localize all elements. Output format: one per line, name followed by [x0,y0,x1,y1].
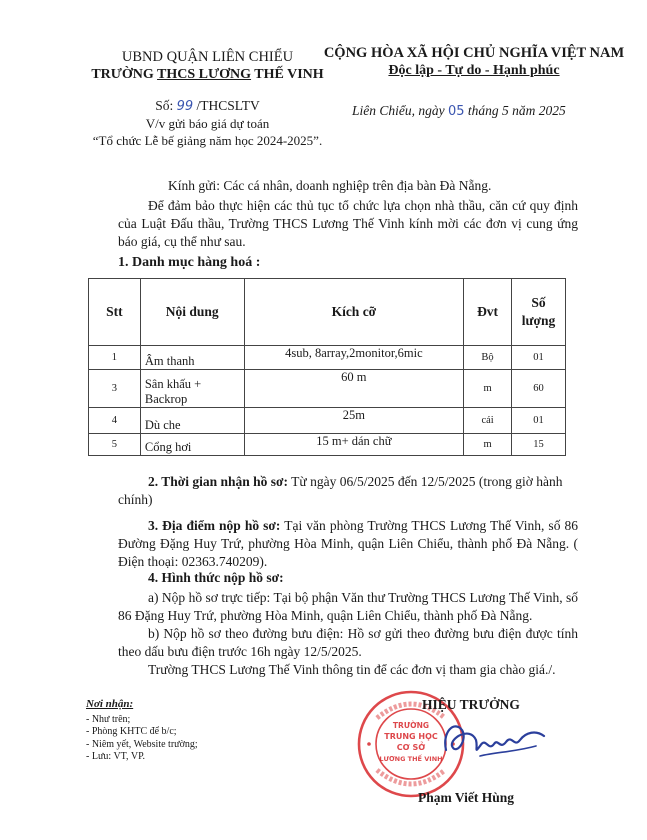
th-qty: Số lượng [512,279,566,346]
section4-item-b: b) Nộp hồ sơ theo đường bưu điện: Hồ sơ gửi theo đường bưu điện được tính theo dấu bưu điện trước 16h ngày 12/5/2025. [118,626,578,659]
section3-text: Tại văn phòng Trường THCS Lương Thế Vinh, số 86 Đường Đặng Huy Trứ, phường Hòa Minh, quận Liên Chiểu, thành phố Đà Nẵng. ( Điện thoại: 02363.740209). [118,518,578,569]
cell-qty: 01 [512,408,566,434]
th-unit: Đvt [464,279,512,346]
date-prefix: Liên Chiểu, ngày [352,103,448,118]
section3-paragraph [118,517,578,571]
table-row [89,408,566,434]
cell-unit: Bộ [464,346,512,370]
cell-stt: 1 [89,346,141,370]
svg-text:TRƯỜNG: TRƯỜNG [392,721,430,730]
intro-paragraph: Để đảm bảo thực hiện các thủ tục tổ chức lựa chọn nhà thầu, căn cứ quy định của Luật Đấu thầu, Trường THCS Lương Thế Vinh kính mời các đơn vị cung ứng báo giá, cụ thể như sau. [118,198,578,249]
signature-title: HIỆU TRƯỞNG [422,697,520,712]
nation-block [318,44,630,80]
table-row [89,434,566,456]
section2-text: Từ ngày 06/5/2025 đến 12/5/2025 (trong giờ hành chính) [118,474,563,507]
section4-title [118,569,578,587]
date-day-handwritten: 05 [448,104,465,119]
th-content: Nội dung [140,279,244,346]
section4-item-a: a) Nộp hồ sơ trực tiếp: Tại bộ phận Văn thư Trường THCS Lương Thế Vinh, số 86 Đặng Huy Trứ, phường Hòa Minh, quận Liên Chiểu, thành phố Đà Nẵng. [118,590,578,623]
salutation: Kính gửi: Các cá nhân, doanh nghiệp trên địa bàn Đà Nẵng. [168,178,492,193]
cell-size: 4sub, 8array,2monitor,6mic [244,346,464,370]
signer-name: Phạm Viết Hùng [418,790,515,805]
cell-qty: 15 [512,434,566,456]
goods-table [88,278,566,456]
cell-unit: m [464,370,512,408]
cell-size: 60 m [244,370,464,408]
cell-content: Sân khấu + Backrop [140,370,244,408]
doc-number-block [70,97,345,149]
th-size: Kích cỡ [244,279,464,346]
nation-title: CỘNG HÒA XÃ HỘI CHỦ NGHĨA VIỆT NAM [323,45,625,61]
cell-qty: 01 [512,346,566,370]
recipient-item: - Niêm yết, Website trường; [86,738,198,750]
section2-title: 2. Thời gian nhận hồ sơ: [148,474,289,489]
svg-text:CƠ SỞ: CƠ SỞ [396,743,426,752]
org-name-prefix: TRƯỜNG [91,67,158,82]
svg-text:TRUNG HỌC: TRUNG HỌC [384,732,438,741]
cell-content: Cổng hơi [140,434,244,456]
doc-no-suffix: /THCSLTV [193,98,260,113]
signature-graphic [440,712,550,772]
org-name [70,66,345,84]
doc-number [70,97,345,115]
handwritten-signature [440,712,550,777]
date-line [352,103,566,119]
cell-unit: cái [464,408,512,434]
section1-title: 1. Danh mục hàng hoá : [118,255,261,270]
cell-stt: 3 [89,370,141,408]
table-header-row [89,279,566,346]
recipients-block [86,698,198,764]
svg-text:LƯƠNG THẾ VINH: LƯƠNG THẾ VINH [379,755,443,763]
subject-line-2: “Tổ chức Lễ bế giảng năm học 2024-2025”. [92,133,323,148]
cell-qty: 60 [512,370,566,408]
table-row [89,370,566,408]
cell-stt: 4 [89,408,141,434]
recipient-item: - Như trên; [86,713,131,725]
recipient-item: - Phòng KHTC để b/c; [86,726,177,737]
cell-stt: 5 [89,434,141,456]
th-stt: Stt [89,279,141,346]
cell-unit: m [464,434,512,456]
section2-paragraph [118,473,578,509]
recipient-item: - Lưu: VT, VP. [86,751,146,762]
motto: Độc lập - Tự do - Hạnh phúc [388,63,560,78]
org-name-underlined: THCS LƯƠNG [157,67,252,82]
section4-title-text: 4. Hình thức nộp hồ sơ: [148,570,284,585]
closing-sentence: Trường THCS Lương Thế Vinh thông tin để các đơn vị tham gia chào giá./. [148,662,556,677]
cell-content: Âm thanh [140,346,244,370]
org-parent: UBND QUẬN LIÊN CHIỂU [121,49,294,65]
cell-size: 15 m+ dán chữ [244,434,464,456]
org-name-suffix: THẾ VINH [251,67,324,82]
cell-size: 25m [244,408,464,434]
doc-no-label: Số: [155,98,177,113]
issuer-block [70,48,345,84]
table-row [89,346,566,370]
doc-no-handwritten: 99 [176,99,194,114]
recipients-title: Nơi nhận: [86,698,134,710]
section3-title: 3. Địa điểm nộp hồ sơ: [148,518,281,533]
cell-content: Dù che [140,408,244,434]
date-rest: tháng 5 năm 2025 [464,103,566,118]
subject-line-1: V/v gửi báo giá dự toán [145,116,270,131]
